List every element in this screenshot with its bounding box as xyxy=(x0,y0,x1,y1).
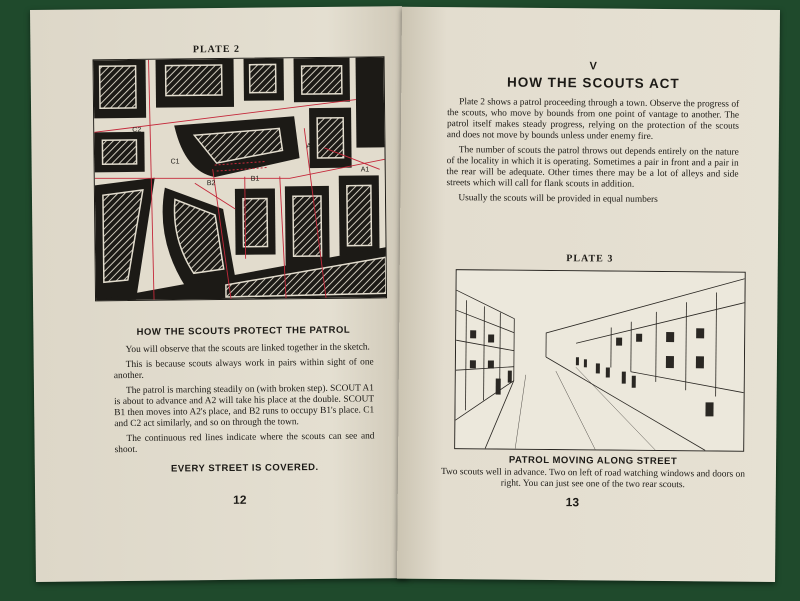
right-paragraph: Usually the scouts will be provided in equal numbers xyxy=(458,193,658,205)
left-page-text xyxy=(113,324,375,475)
page-number-right: 13 xyxy=(565,495,580,510)
scout-c1-label: C1 xyxy=(170,158,180,166)
plate-3-label: PLATE 3 xyxy=(566,253,614,265)
plate-3-street-sketch xyxy=(454,269,746,452)
right-page xyxy=(397,7,780,582)
caption-heading: PATROL MOVING ALONG STREET xyxy=(508,454,678,468)
right-paragraph: Plate 2 shows a patrol proceeding through a town. Observe the progress of the scouts, who move by bounds from one point of vantage to another. The patrol itself makes steady progress, relying on the protection of the scouts and does not move by bounds unless under enemy fire. xyxy=(446,97,740,142)
scout-a2-label: A2 xyxy=(306,143,316,151)
left-paragraph: The continuous red lines indicate where the scouts can see and shoot. xyxy=(114,431,375,456)
left-paragraph: This is because scouts always work in pairs within sight of one another. xyxy=(113,357,374,382)
page-number-left: 12 xyxy=(233,492,247,507)
section-heading: HOW THE SCOUTS PROTECT THE PATROL xyxy=(136,324,351,338)
plate-2-street-map xyxy=(93,56,388,301)
left-paragraph: You will observe that the scouts are linked together in the sketch. xyxy=(125,342,370,356)
closing-heading: EVERY STREET IS COVERED. xyxy=(170,462,319,475)
right-paragraph: The number of scouts the patrol throws out depends entirely on the nature of the locality in which it is operating. Sometimes a pair in front and a pair in the rear will be adequate. Other times there may be a lot of alleys and side streets which will call for flank scouts in addition. xyxy=(446,145,739,190)
right-page-text xyxy=(446,59,739,211)
caption-text: Two scouts well in advance. Two on left of road watching windows and doors on right. You can just see one of the two rear scouts. xyxy=(440,467,745,491)
scout-b2-label: B2 xyxy=(206,180,216,188)
scout-c2-label: C2 xyxy=(132,126,142,134)
open-booklet xyxy=(30,10,780,582)
plate-3-caption xyxy=(438,454,748,492)
scout-a1-label: A1 xyxy=(360,166,370,174)
chapter-number: V xyxy=(589,60,598,73)
scout-b1-label: B1 xyxy=(250,175,260,183)
left-paragraph: The patrol is marching steadily on (with broken step). SCOUT A1 is about to advance and A2 will take his place at the double. SCOUT B1 then moves into A2's place, and B2 runs to occupy B1's place. C1 and C2 act similarly, and so on through the town. xyxy=(114,383,375,430)
left-page xyxy=(30,6,408,582)
plate-2-label: PLATE 2 xyxy=(192,43,241,56)
chapter-title: HOW THE SCOUTS ACT xyxy=(506,74,680,92)
